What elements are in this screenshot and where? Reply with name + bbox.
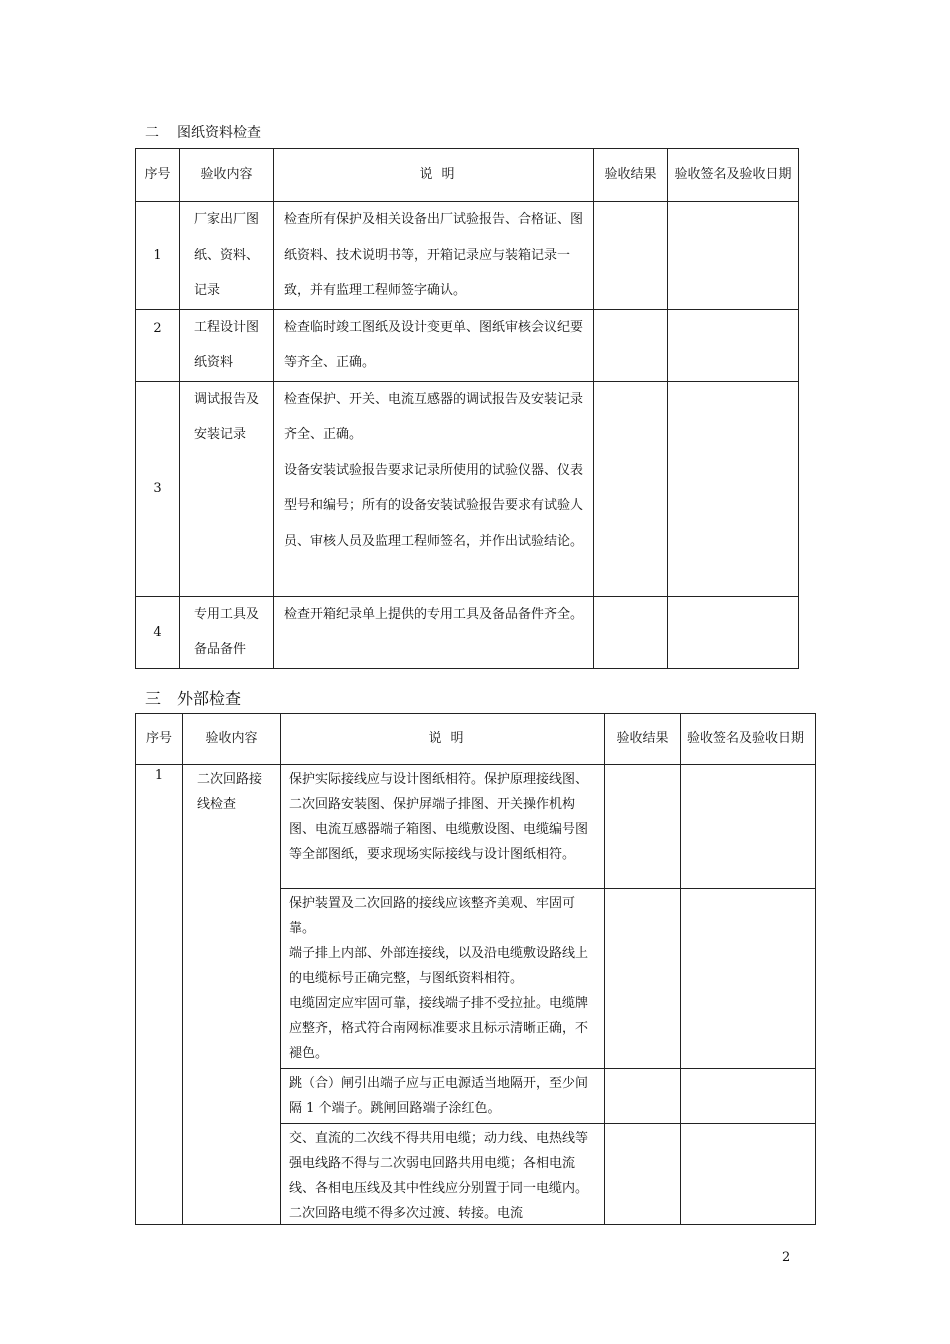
result-cell (594, 202, 668, 310)
row-item: 调试报告及安装记录 (180, 381, 274, 596)
row-desc (281, 889, 605, 1069)
result-cell (594, 596, 668, 668)
desc-paragraph: 保护装置及二次回路的接线应该整齐美观、牢固可靠。 (289, 896, 576, 936)
header-sign: 验收签名及验收日期 (668, 149, 799, 202)
row-seq: 1 (136, 202, 180, 310)
table-row (136, 309, 799, 381)
sign-cell (681, 889, 816, 1069)
table-row (136, 765, 816, 889)
table-row (136, 596, 799, 668)
sign-cell (668, 596, 799, 668)
section-3-heading (145, 686, 241, 709)
header-sign: 验收签名及验收日期 (681, 714, 816, 765)
section-2-title: 图纸资料检查 (177, 125, 261, 141)
desc-paragraph: 设备安装试验报告要求记录所使用的试验仪器、仪表型号和编号；所有的设备安装试验报告要求有试验人员、审核人员及监理工程师签名，并作出试验结论。 (284, 462, 584, 549)
section-3-title: 外部检查 (177, 689, 242, 708)
row-item: 二次回路接线检查 (183, 765, 281, 1225)
result-cell (605, 1124, 681, 1225)
header-desc: 说 明 (281, 714, 605, 765)
row-item: 专用工具及备品备件 (180, 596, 274, 668)
row-desc: 保护实际接线应与设计图纸相符。保护原理接线图、二次回路安装图、保护屏端子排图、开关操作机构图、电流互感器端子箱图、电缆敷设图、电缆编号图等全部图纸，要求现场实际接线与设计图纸相符。 (281, 765, 605, 889)
sign-cell (668, 381, 799, 596)
header-result: 验收结果 (594, 149, 668, 202)
external-check-table (135, 713, 816, 1225)
row-desc: 检查所有保护及相关设备出厂试验报告、合格证、图纸资料、技术说明书等，开箱记录应与装箱记录一致，并有监理工程师签字确认。 (274, 202, 594, 310)
table-header-row (136, 714, 816, 765)
table-row (136, 202, 799, 310)
section-3-number: 三 (145, 689, 162, 708)
desc-paragraph: 交、直流的二次线不得共用电缆；动力线、电热线等强电线路不得与二次弱电回路共用电缆；各相电流线、各相电压线及其中性线应分别置于同一电缆内。二次回路电缆不得多次过渡、转接。电流 (289, 1131, 589, 1221)
sign-cell (681, 1124, 816, 1225)
row-seq: 2 (136, 309, 180, 381)
header-seq: 序号 (136, 149, 180, 202)
header-desc: 说 明 (274, 149, 594, 202)
sign-cell (668, 202, 799, 310)
result-cell (594, 381, 668, 596)
row-seq: 1 (136, 765, 183, 1225)
desc-paragraph: 端子排上内部、外部连接线，以及沿电缆敷设路线上的电缆标号正确完整，与图纸资料相符。 (289, 946, 589, 986)
result-cell (594, 309, 668, 381)
result-cell (605, 889, 681, 1069)
header-content: 验收内容 (183, 714, 281, 765)
row-desc: 检查开箱纪录单上提供的专用工具及备品备件齐全。 (274, 596, 594, 668)
sign-cell (681, 1069, 816, 1124)
row-desc: 跳（合）闸引出端子应与正电源适当地隔开，至少间隔 1 个端子。跳闸回路端子涂红色。 (281, 1069, 605, 1124)
section-2-heading (145, 122, 261, 142)
row-desc: 检查临时竣工图纸及设计变更单、图纸审核会议纪要等齐全、正确。 (274, 309, 594, 381)
result-cell (605, 765, 681, 889)
header-seq: 序号 (136, 714, 183, 765)
page-number: 2 (782, 1250, 791, 1265)
table-header-row (136, 149, 799, 202)
row-desc (281, 1124, 605, 1225)
table-row (136, 381, 799, 596)
desc-paragraph: 检查保护、开关、电流互感器的调试报告及安装记录齐全、正确。 (284, 391, 584, 442)
header-result: 验收结果 (605, 714, 681, 765)
sign-cell (668, 309, 799, 381)
section-2-number: 二 (145, 125, 159, 141)
result-cell (605, 1069, 681, 1124)
row-seq: 4 (136, 596, 180, 668)
header-content: 验收内容 (180, 149, 274, 202)
row-seq: 3 (136, 381, 180, 596)
drawings-check-table (135, 148, 799, 669)
row-desc (274, 381, 594, 596)
row-item: 厂家出厂图纸、资料、记录 (180, 202, 274, 310)
row-item: 工程设计图纸资料 (180, 309, 274, 381)
sign-cell (681, 765, 816, 889)
desc-paragraph: 电缆固定应牢固可靠，接线端子排不受拉扯。电缆牌应整齐，格式符合南网标准要求且标示清晰正确，不褪色。 (289, 996, 589, 1061)
